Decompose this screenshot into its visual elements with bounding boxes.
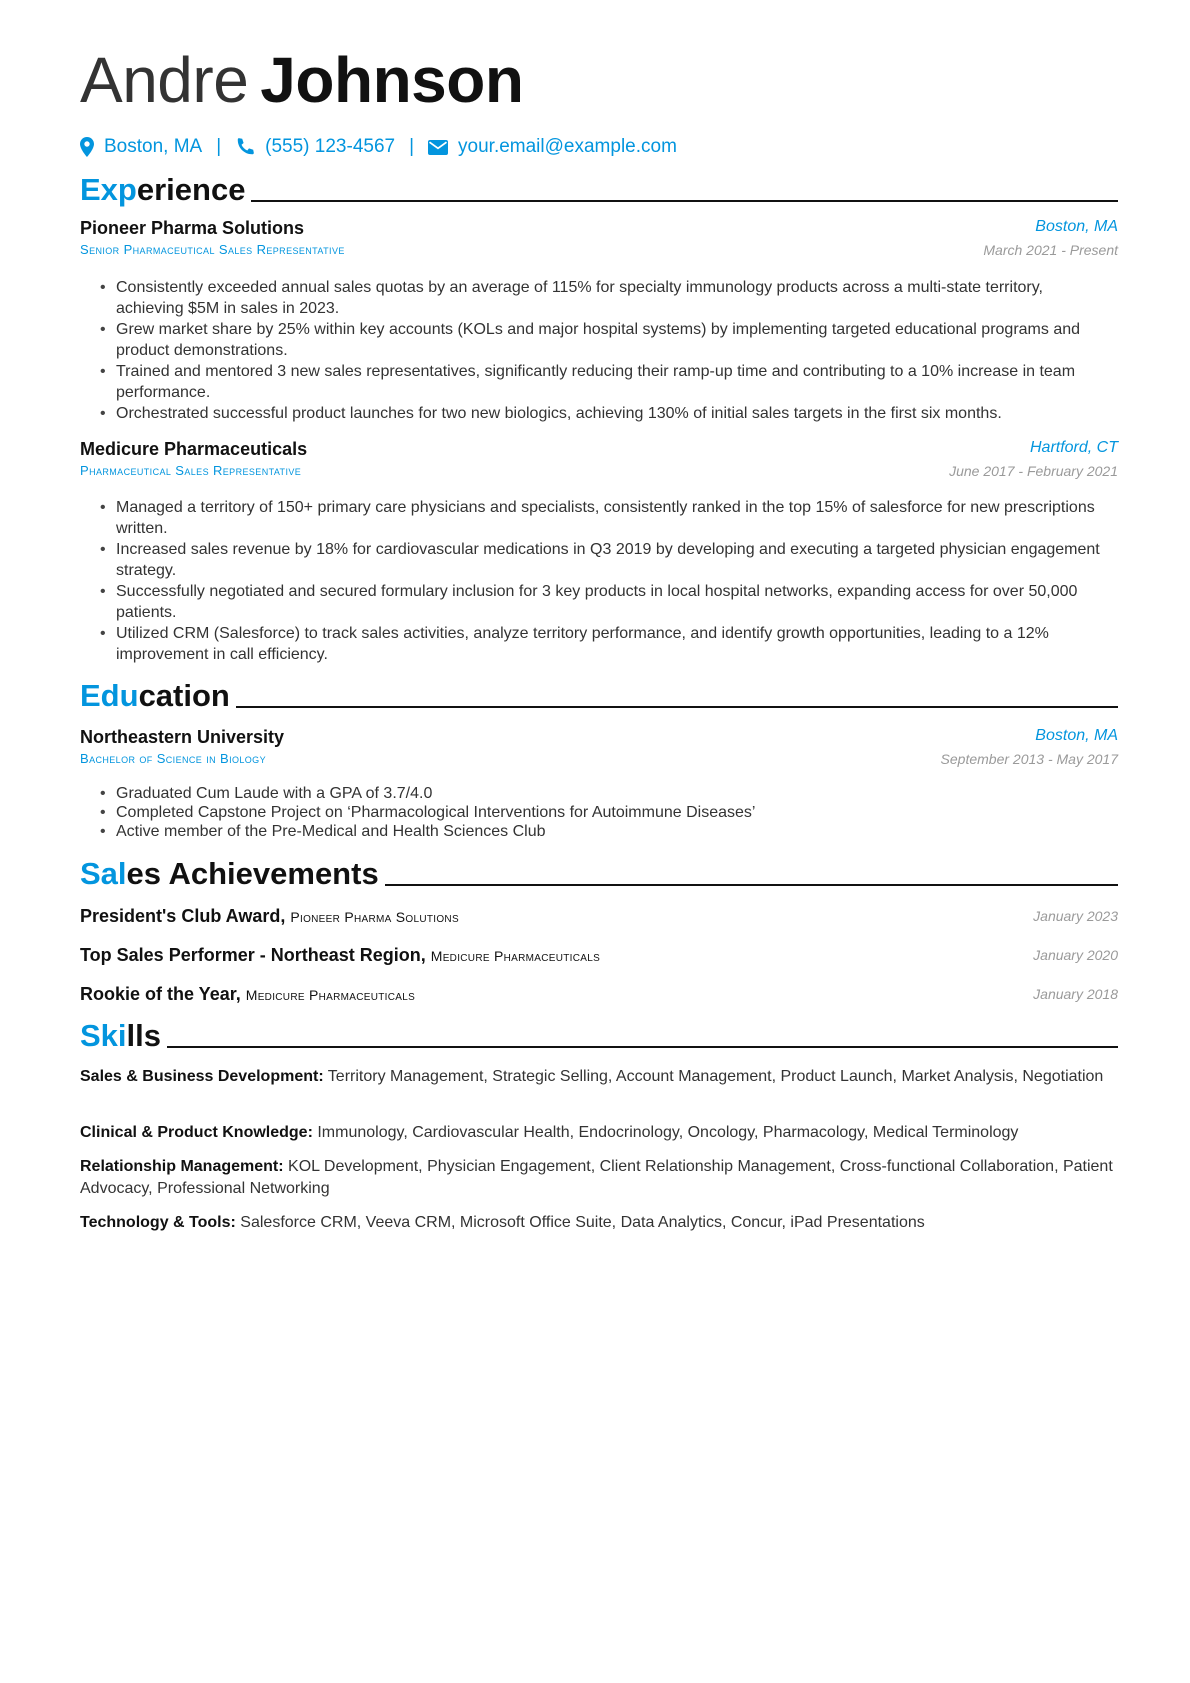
job-title: Pharmaceutical Sales Representative: [80, 463, 302, 478]
list-item: • Trained and mentored 3 new sales representatives, significantly reducing their ramp-up time and contributing to a 10% increase in team performance.: [100, 361, 1100, 403]
award-title: Rookie of the Year: [80, 984, 236, 1004]
envelope-icon: [428, 140, 448, 155]
skill-label: Relationship Management:: [80, 1158, 284, 1175]
skill-values: Salesforce CRM, Veeva CRM, Microsoft Office Suite, Data Analytics, Concur, iPad Presentations: [240, 1214, 925, 1231]
job-dates: June 2017 - February 2021: [949, 463, 1118, 479]
section-title: Sales Achievements: [80, 856, 379, 891]
achievements-section-heading: [80, 852, 1118, 892]
skill-row: [80, 1212, 1118, 1234]
skills-section-heading: [80, 1014, 1118, 1054]
skill-values: KOL Development, Physician Engagement, Client Relationship Management, Cross-functional Collaboration, Patient Advocacy, Professional Networking: [80, 1158, 1113, 1197]
award-item: Rookie of the Year, Medicure Pharmaceuticals January 2018: [80, 984, 1118, 1004]
phone-text: (555) 123-4567: [265, 136, 396, 157]
award-org: Pioneer Pharma Solutions: [290, 909, 459, 925]
list-item: • Graduated Cum Laude with a GPA of 3.7/4.0: [100, 784, 1100, 803]
skill-row: [80, 1122, 1118, 1144]
job-dates: March 2021 - Present: [983, 242, 1118, 258]
list-item: • Orchestrated successful product launches for two new biologics, achieving 130% of initial sales targets in the first six months.: [100, 403, 1100, 424]
award-title: President's Club Award: [80, 906, 281, 926]
education-bullets: [100, 784, 1100, 841]
skill-label: Sales & Business Development:: [80, 1068, 324, 1085]
job-location: Boston, MA: [1035, 218, 1118, 235]
award-item: Top Sales Performer - Northeast Region, Medicure Pharmaceuticals January 2020: [80, 945, 1118, 965]
last-name: Johnson: [260, 44, 524, 116]
list-item: • Grew market share by 25% within key accounts (KOLs and major hospital systems) by implementing targeted educational programs and product demonstrations.: [100, 319, 1100, 361]
award-org: Medicure Pharmaceuticals: [245, 987, 416, 1003]
list-item: • Active member of the Pre-Medical and Health Sciences Club: [100, 822, 1100, 841]
contact-location: [80, 136, 202, 158]
skill-label: Clinical & Product Knowledge:: [80, 1124, 313, 1141]
company-name: Pioneer Pharma Solutions: [80, 218, 305, 238]
section-rule: [236, 706, 1118, 708]
contact-separator: |: [409, 136, 415, 157]
award-org: Medicure Pharmaceuticals: [430, 948, 601, 964]
education-section-heading: [80, 674, 1118, 714]
job-title: Senior Pharmaceutical Sales Representative: [80, 242, 345, 257]
list-item: • Completed Capstone Project on ‘Pharmacological Interventions for Autoimmune Diseases’: [100, 803, 1100, 822]
list-item: • Successfully negotiated and secured formulary inclusion for 3 key products in local hospital networks, expanding access for over 50,000 patients.: [100, 581, 1100, 623]
school-dates: September 2013 - May 2017: [940, 751, 1118, 767]
award-title: Top Sales Performer - Northeast Region: [80, 945, 421, 965]
section-title: Skills: [80, 1018, 161, 1053]
candidate-name: [80, 40, 523, 120]
experience-section-heading: [80, 168, 1118, 208]
section-title: Education: [80, 678, 230, 713]
degree: Bachelor of Science in Biology: [80, 751, 266, 766]
contact-line: [80, 134, 677, 160]
section-rule: [167, 1046, 1118, 1048]
first-name: Andre: [80, 44, 249, 116]
skill-values: Territory Management, Strategic Selling, Account Management, Product Launch, Market Analysis, Negotiation: [327, 1068, 1104, 1085]
school-location: Boston, MA: [1035, 727, 1118, 744]
experience-bullets: [100, 497, 1100, 665]
list-item: • Increased sales revenue by 18% for cardiovascular medications in Q3 2019 by developing and executing a targeted physician engagement strategy.: [100, 539, 1100, 581]
company-name: Medicure Pharmaceuticals: [80, 439, 308, 459]
email-link[interactable]: your.email@example.com: [458, 136, 677, 157]
job-location: Hartford, CT: [1029, 439, 1118, 456]
award-date: January 2023: [1033, 908, 1118, 924]
location-text: Boston, MA: [104, 136, 203, 157]
experience-bullets: [100, 277, 1100, 424]
skill-label: Technology & Tools:: [80, 1214, 236, 1231]
contact-separator: |: [216, 136, 222, 157]
school-name: Northeastern University: [80, 727, 285, 747]
award-item: President's Club Award, Pioneer Pharma Solutions January 2023: [80, 906, 1118, 926]
section-title: Experience: [80, 172, 246, 207]
skill-row: [80, 1156, 1118, 1200]
section-rule: [251, 200, 1118, 202]
list-item: • Consistently exceeded annual sales quotas by an average of 115% for specialty immunology products across a multi-state territory, achieving $5M in sales in 2023.: [100, 277, 1100, 319]
list-item: • Utilized CRM (Salesforce) to track sales activities, analyze territory performance, and identify growth opportunities, leading to a 12% improvement in call efficiency.: [100, 623, 1100, 665]
award-date: January 2018: [1033, 986, 1118, 1002]
skill-values: Immunology, Cardiovascular Health, Endocrinology, Oncology, Pharmacology, Medical Terminology: [317, 1124, 1019, 1141]
map-pin-icon: [80, 137, 94, 157]
list-item: • Managed a territory of 150+ primary care physicians and specialists, consistently ranked in the top 15% of salesforce for new prescriptions written.: [100, 497, 1100, 539]
phone-icon: [235, 137, 255, 157]
skill-row: [80, 1066, 1118, 1088]
contact-phone[interactable]: [235, 136, 395, 158]
contact-email[interactable]: [428, 136, 677, 158]
section-rule: [385, 884, 1118, 886]
award-date: January 2020: [1033, 947, 1118, 963]
